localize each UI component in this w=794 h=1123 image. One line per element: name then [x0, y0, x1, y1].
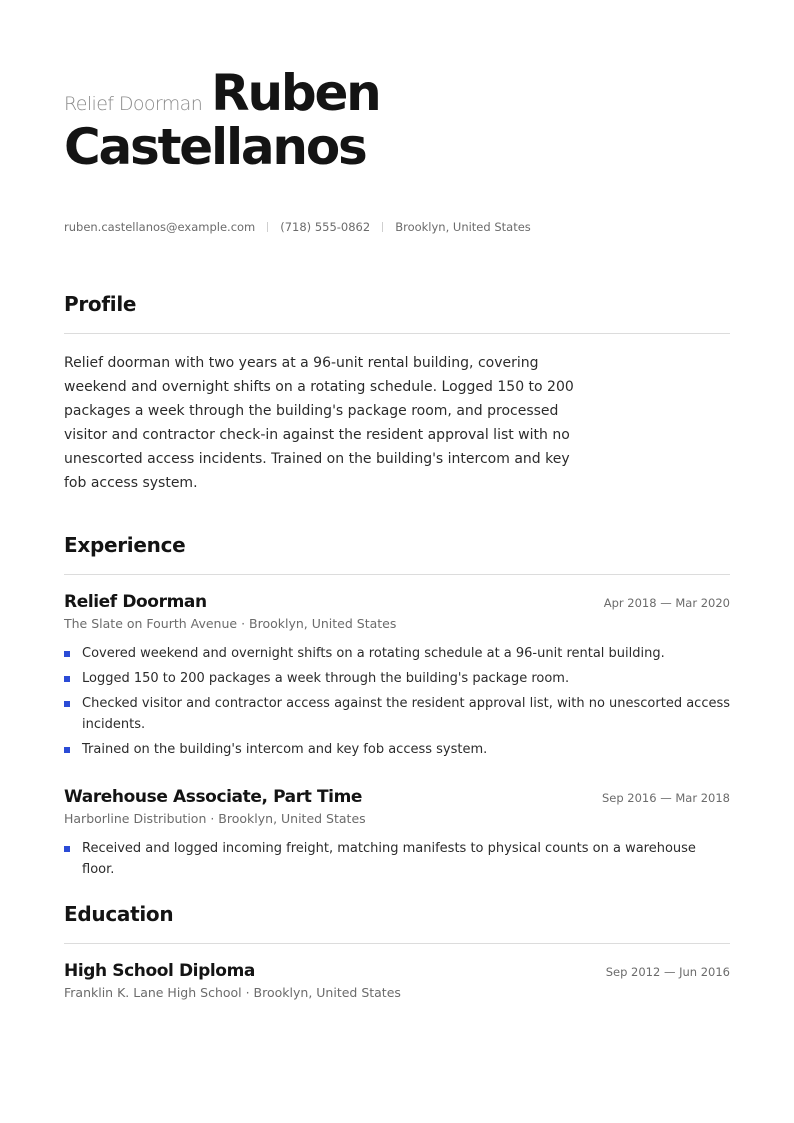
entry-bullets [64, 643, 730, 760]
last-name: Castellanos [64, 118, 366, 176]
bullet-item [64, 739, 730, 760]
entry-dates: Apr 2018 — Mar 2020 [603, 596, 730, 610]
bullet-text: Trained on the building's intercom and key fob access system. [82, 742, 488, 757]
bullet-square-icon [64, 651, 70, 657]
contact-phone[interactable]: (718) 555-0862 [280, 220, 371, 234]
section-divider [64, 574, 730, 575]
bullet-item [64, 693, 730, 735]
bullet-item [64, 643, 730, 664]
experience-entry [64, 787, 730, 884]
bullet-text: Covered weekend and overnight shifts on a rotating schedule at a 96-unit rental building. [82, 646, 665, 661]
profile-summary: Relief doorman with two years at a 96-unit rental building, covering weekend and overnight shifts on a rotating schedule. Logged 150 to 200 packages a week through the building's package room, and processed visitor and contractor check-in against the resident approval list with no unescorted access incidents. Trained on the building's intercom and key fob access system. [64, 355, 574, 491]
entry-header [64, 592, 730, 612]
entry-header [64, 787, 730, 807]
entry-organization: The Slate on Fourth Avenue · Brooklyn, United States [64, 616, 397, 631]
section-divider [64, 333, 730, 334]
bullet-square-icon [64, 701, 70, 707]
bullet-item [64, 668, 730, 689]
resume-header [64, 64, 730, 176]
entry-bullets [64, 838, 730, 880]
entry-title: High School Diploma [64, 961, 255, 981]
experience-entry [64, 592, 730, 764]
contact-email[interactable]: ruben.castellanos@example.com [64, 220, 256, 234]
bullet-text: Received and logged incoming freight, matching manifests to physical counts on a warehouse floor. [82, 841, 696, 877]
education-entry [64, 961, 730, 1000]
entry-organization: Harborline Distribution · Brooklyn, United States [64, 811, 366, 826]
bullet-text: Logged 150 to 200 packages a week through the building's package room. [82, 671, 570, 686]
contact-bar [64, 220, 531, 234]
section-divider [64, 943, 730, 944]
first-name: Ruben [211, 64, 380, 122]
name-line [64, 64, 730, 122]
section-title-profile: Profile [64, 292, 137, 316]
contact-location: Brooklyn, United States [395, 220, 531, 234]
bullet-square-icon [64, 747, 70, 753]
section-title-experience: Experience [64, 533, 186, 557]
entry-organization: Franklin K. Lane High School · Brooklyn, United States [64, 985, 401, 1000]
entry-dates: Sep 2016 — Mar 2018 [601, 791, 730, 805]
bullet-text: Checked visitor and contractor access against the resident approval list, with no unescorted access incidents. [82, 696, 731, 732]
entry-header [64, 961, 730, 981]
entry-title: Warehouse Associate, Part Time [64, 787, 363, 807]
job-title: Relief Doorman [64, 93, 203, 115]
contact-divider [267, 222, 268, 232]
bullet-square-icon [64, 846, 70, 852]
section-title-education: Education [64, 902, 174, 926]
bullet-square-icon [64, 676, 70, 682]
entry-dates: Sep 2012 — Jun 2016 [605, 965, 730, 979]
bullet-item [64, 838, 730, 880]
entry-title: Relief Doorman [64, 592, 207, 612]
contact-divider [382, 222, 383, 232]
